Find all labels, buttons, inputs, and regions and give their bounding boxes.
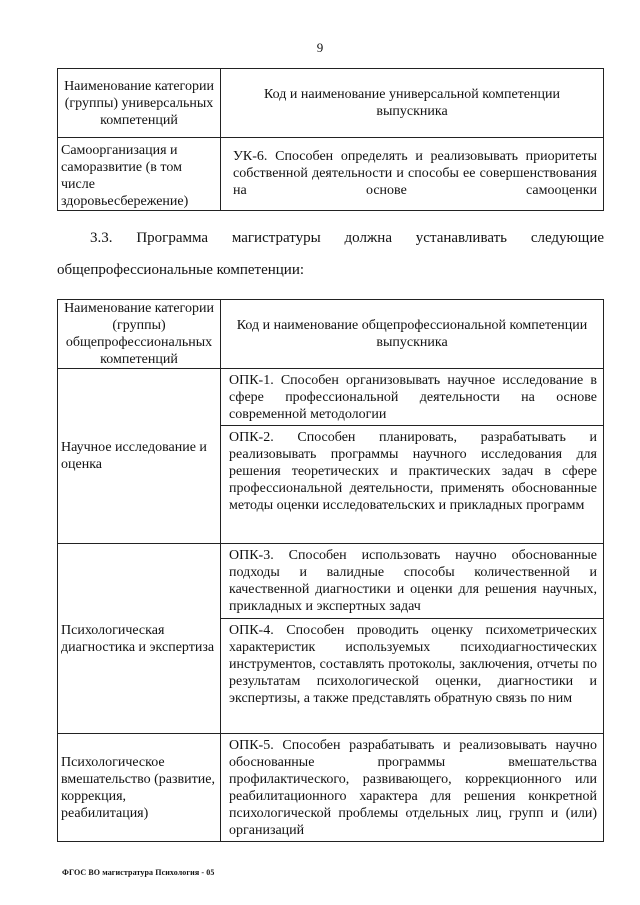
competence-cell: ОПК-1. Способен организовывать научное исследование в сфере профессиональной деятельности на основе современной методологии [221,369,604,426]
footer: ФГОС ВО магистратура Психология - 05 [62,868,215,877]
header-competence: Код и наименование универсальной компетенции выпускника [221,69,604,138]
table-row [58,369,604,426]
header-category: Наименование категории (группы) общепрофессиональных компетенций [58,300,221,369]
section-intro [57,222,604,286]
table-header-row [58,69,604,138]
universal-competences-table [57,68,604,211]
header-category: Наименование категории (группы) универсальных компетенций [58,69,221,138]
competence-cell: ОПК-2. Способен планировать, разрабатывать и реализовывать программы научного исследования для решения теоретических и практических задач в сфере профессиональной деятельности, применять обоснованные методы оценки исследовательских и прикладных программ [221,426,604,544]
competence-cell: УК-6. Способен определять и реализовывать приоритеты собственной деятельности и способы ее совершенствования на основе самооценки [221,138,604,211]
competence-cell: ОПК-4. Способен проводить оценку психометрических характеристик используемых психодиагностических инструментов, составлять протоколы, заключения, отчеты по результатам психологической оценки, диагностики и экспертизы, а также представлять обратную связь по ним [221,619,604,734]
category-cell: Научное исследование и оценка [58,369,221,544]
section-intro-line-1: 3.3. Программа магистратуры должна устанавливать следующие [90,230,604,246]
table-row [58,138,604,211]
category-cell: Психологическая диагностика и экспертиза [58,544,221,734]
competence-cell: ОПК-3. Способен использовать научно обоснованные подходы и валидные способы количественной и качественной диагностики и оценки для решения научных, прикладных и экспертных задач [221,544,604,619]
section-intro-line-2: общепрофессиональные компетенции: [57,262,305,278]
table-row [58,544,604,619]
table-row [58,734,604,842]
header-competence: Код и наименование общепрофессиональной компетенции выпускника [221,300,604,369]
competence-cell: ОПК-5. Способен разрабатывать и реализовывать научно обоснованные программы вмешательства профилактического, развивающего, коррекционного или реабилитационного характера для решения конкретной психологической проблемы отдельных лиц, групп и (или) организаций [221,734,604,842]
table-header-row [58,300,604,369]
general-professional-competences-table [57,299,604,842]
category-cell: Самоорганизация и саморазвитие (в том числе здоровьесбережение) [58,138,221,211]
page-number: 9 [316,40,324,55]
category-cell: Психологическое вмешательство (развитие, коррекция, реабилитация) [58,734,221,842]
